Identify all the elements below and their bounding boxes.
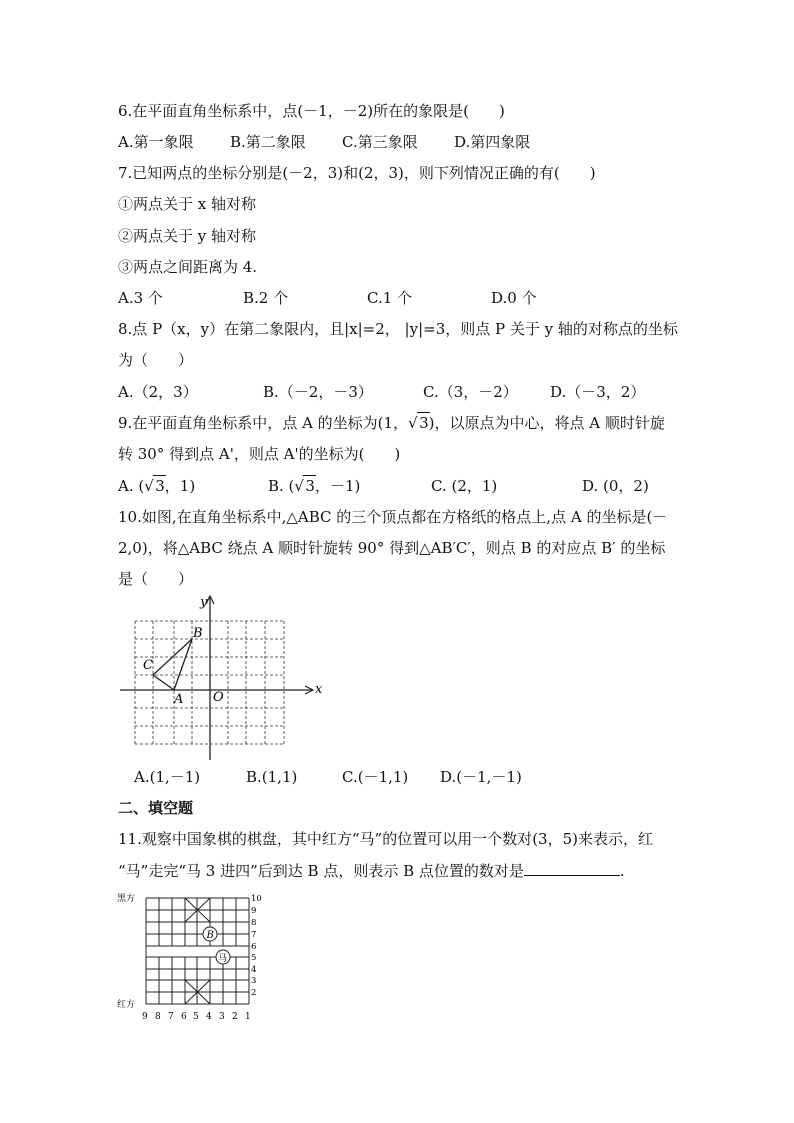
q9-option-b-radicand: 3	[305, 477, 315, 495]
origin-label: O	[213, 690, 224, 705]
q9-option-b-pre: B. (	[268, 477, 295, 495]
q10-stem-line2: 2,0)，将△ABC 绕点 A 顺时针旋转 90° 得到△AB′C′，则点 B 的对应点 B′ 的坐标	[118, 539, 666, 557]
q8-stem-line1: 8.点 P（x，y）在第二象限内，且|x|=2， |y|=3，则点 P 关于 y 轴的对称点的坐标	[118, 320, 678, 338]
row-number: 3	[251, 976, 257, 986]
row-number: 10	[251, 894, 262, 904]
q9-option-a-pre: A. (	[118, 477, 145, 495]
column-number: 6	[181, 1012, 187, 1022]
q8-option-b: B.（－2，－3）	[263, 383, 373, 401]
q10-stem-line1: 10.如图,在直角坐标系中,△ABC 的三个顶点都在方格纸的格点上,点 A 的坐标是(－	[118, 508, 668, 526]
board-grid	[146, 898, 249, 1004]
q9-sqrt-radicand: 3	[419, 414, 429, 432]
row-numbers	[251, 894, 262, 998]
point-b-marker	[203, 927, 217, 941]
q9-stem-part2: )，以原点为中心，将点 A 顺时针旋	[428, 414, 665, 432]
section-title: 二、填空题	[118, 799, 194, 817]
q9-sqrt	[408, 413, 429, 433]
q10-option-a: A.(1,－1)	[134, 768, 201, 786]
row-number: 7	[251, 930, 257, 940]
y-axis-label: y	[200, 595, 208, 610]
column-number: 8	[155, 1012, 161, 1022]
q10-stem-line3: 是（ ）	[118, 570, 194, 588]
q7-option-d: D.0 个	[491, 289, 537, 307]
radical-sign-icon: √	[408, 414, 418, 432]
column-number: 1	[245, 1012, 251, 1022]
q6-option-d: D.第四象限	[454, 133, 531, 151]
column-number: 9	[142, 1012, 148, 1022]
column-number: 4	[206, 1012, 212, 1022]
row-number: 8	[251, 918, 257, 928]
column-number: 5	[193, 1012, 199, 1022]
q9-stem-part1: 9.在平面直角坐标系中，点 A 的坐标为(1，	[118, 414, 409, 432]
q6-stem: 6.在平面直角坐标系中，点(－1，－2)所在的象限是( )	[118, 102, 505, 120]
q10-option-c: C.(－1,1)	[342, 768, 409, 786]
q6-option-c: C.第三象限	[342, 133, 418, 151]
x-axis-label: x	[315, 682, 323, 697]
row-number: 6	[251, 942, 257, 952]
q8-option-a: A.（2，3）	[118, 383, 198, 401]
column-number: 3	[219, 1012, 225, 1022]
q9-option-c: C. (2，1)	[431, 477, 498, 495]
q10-option-b: B.(1,1)	[246, 768, 298, 786]
q9-stem-line1	[118, 413, 665, 433]
radical-sign-icon: √	[294, 477, 304, 495]
column-number: 7	[168, 1012, 174, 1022]
q7-option-a: A.3 个	[118, 289, 163, 307]
chinese-chess-board	[115, 889, 275, 1029]
q11-stem-line2-text: “马”走完“马 3 进四”后到达 B 点，则表示 B 点位置的数对是	[118, 862, 524, 880]
q9-option-b-post: ，－1)	[314, 477, 361, 495]
q11-stem-line1: 11.观察中国象棋的棋盘，其中红方“马”的位置可以用一个数对(3，5)来表示，红	[118, 830, 653, 848]
column-number: 2	[232, 1012, 238, 1022]
q11-stem-end: .	[619, 862, 625, 880]
q7-item-2: ②两点关于 y 轴对称	[118, 227, 257, 245]
q9-option-a-sqrt	[144, 476, 165, 496]
column-numbers	[142, 1012, 251, 1022]
y-axis	[206, 596, 214, 760]
point-b-label: B	[206, 930, 214, 941]
row-number: 2	[251, 988, 257, 998]
q9-option-a-post: ，1)	[164, 477, 196, 495]
q6-option-a: A.第一象限	[118, 133, 194, 151]
point-a-label: A	[174, 692, 184, 707]
q7-option-b: B.2 个	[243, 289, 289, 307]
point-c-label: C	[143, 658, 153, 673]
q9-stem-line2: 转 30° 得到点 A'，则点 A'的坐标为( )	[118, 445, 401, 463]
q7-item-1: ①两点关于 x 轴对称	[118, 195, 256, 213]
point-b-label: B	[193, 626, 203, 641]
q10-option-d: D.(－1,－1)	[440, 768, 522, 786]
q10-coordinate-figure	[115, 590, 330, 765]
row-number: 9	[251, 906, 257, 916]
answer-blank	[524, 861, 620, 876]
q9-option-d: D. (0，2)	[582, 477, 649, 495]
q8-option-c: C.（3，－2）	[423, 383, 518, 401]
row-number: 4	[251, 965, 257, 975]
q11-stem-line2	[118, 861, 625, 881]
q7-option-c: C.1 个	[367, 289, 413, 307]
q7-item-3: ③两点之间距离为 4.	[118, 258, 258, 276]
radical-sign-icon: √	[144, 477, 154, 495]
q6-option-b: B.第二象限	[230, 133, 306, 151]
horse-piece-label: 马	[218, 954, 228, 964]
q9-option-b	[268, 476, 360, 496]
q9-option-a-radicand: 3	[155, 477, 165, 495]
triangle-abc	[153, 639, 192, 690]
q9-option-a	[118, 476, 195, 496]
row-number: 5	[251, 953, 257, 963]
black-side-label: 黑方	[117, 894, 136, 904]
q8-option-d: D.（－3，2）	[550, 383, 646, 401]
q8-stem-line2: 为（ ）	[118, 351, 194, 369]
red-side-label: 红方	[117, 1000, 136, 1010]
q9-option-b-sqrt	[294, 476, 315, 496]
q7-stem: 7.已知两点的坐标分别是(－2，3)和(2，3)，则下列情况正确的有( )	[118, 164, 596, 182]
horse-piece	[216, 950, 230, 964]
